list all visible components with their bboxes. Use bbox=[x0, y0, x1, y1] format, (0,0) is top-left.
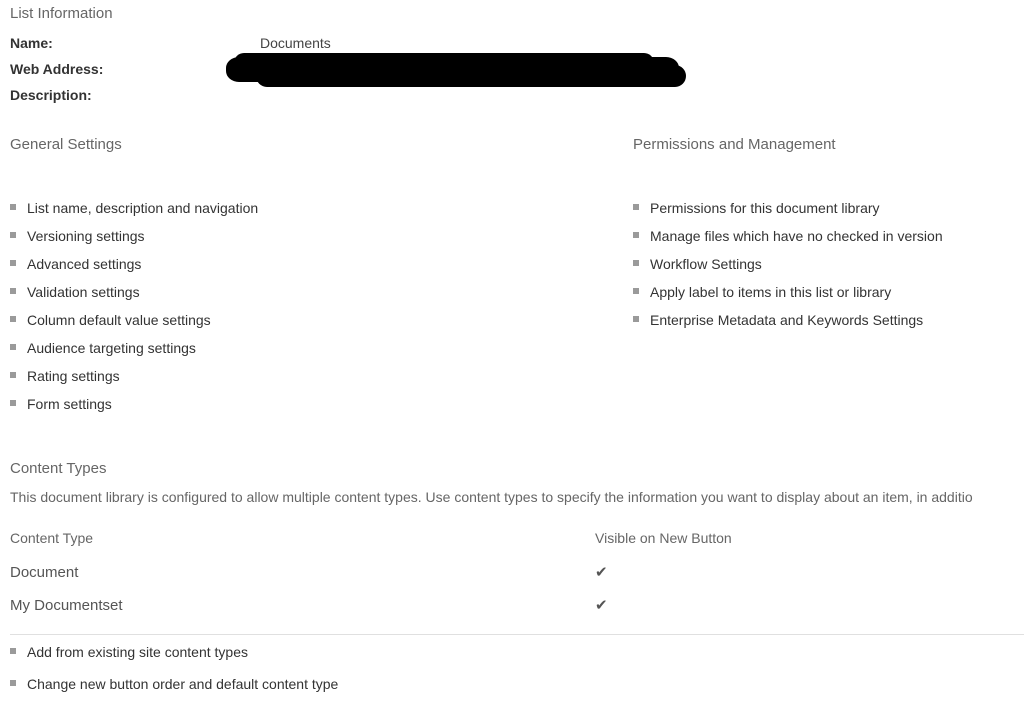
link-add-from-existing-site-content-types[interactable]: Add from existing site content types bbox=[27, 644, 248, 660]
link-versioning-settings[interactable]: Versioning settings bbox=[27, 228, 145, 244]
link-advanced-settings[interactable]: Advanced settings bbox=[27, 256, 142, 272]
content-types-description: This document library is configured to allow multiple content types. Use content types to specify the information you want to display about an item, in additio bbox=[10, 489, 973, 505]
square-bullet-icon bbox=[10, 344, 16, 350]
square-bullet-icon bbox=[10, 204, 16, 210]
info-label-name: Name: bbox=[10, 35, 53, 51]
link-workflow-settings[interactable]: Workflow Settings bbox=[650, 256, 762, 272]
redaction-mark bbox=[226, 57, 679, 82]
check-icon: ✔ bbox=[595, 564, 608, 581]
square-bullet-icon bbox=[10, 400, 16, 406]
square-bullet-icon bbox=[633, 232, 639, 238]
content-type-name-document[interactable]: Document bbox=[10, 564, 79, 581]
list-item bbox=[10, 281, 258, 309]
column-header-visible-on-new-button: Visible on New Button bbox=[595, 530, 732, 546]
list-item bbox=[10, 225, 258, 253]
list-information-heading: List Information bbox=[10, 5, 113, 22]
square-bullet-icon bbox=[10, 680, 16, 686]
list-item bbox=[633, 197, 943, 225]
square-bullet-icon bbox=[10, 648, 16, 654]
list-item bbox=[10, 337, 258, 365]
content-types-table bbox=[10, 530, 1024, 635]
general-settings-heading: General Settings bbox=[10, 136, 122, 153]
link-change-new-button-order[interactable]: Change new button order and default content type bbox=[27, 676, 339, 692]
list-item bbox=[10, 641, 338, 673]
list-item bbox=[633, 253, 943, 281]
link-form-settings[interactable]: Form settings bbox=[27, 396, 112, 412]
list-item bbox=[10, 197, 258, 225]
square-bullet-icon bbox=[10, 260, 16, 266]
table-row bbox=[10, 558, 1024, 591]
square-bullet-icon bbox=[633, 260, 639, 266]
square-bullet-icon bbox=[633, 288, 639, 294]
square-bullet-icon bbox=[633, 316, 639, 322]
link-manage-files-no-checked-in-version[interactable]: Manage files which have no checked in version bbox=[650, 228, 943, 244]
link-apply-label-to-items[interactable]: Apply label to items in this list or library bbox=[650, 284, 892, 300]
content-types-heading: Content Types bbox=[10, 460, 107, 477]
general-settings-list bbox=[10, 197, 258, 421]
list-item bbox=[633, 225, 943, 253]
link-column-default-value-settings[interactable]: Column default value settings bbox=[27, 312, 211, 328]
list-item bbox=[10, 365, 258, 393]
link-list-name-description-navigation[interactable]: List name, description and navigation bbox=[27, 200, 259, 216]
permissions-and-management-heading: Permissions and Management bbox=[633, 136, 836, 153]
table-row bbox=[10, 591, 1024, 635]
info-label-description: Description: bbox=[10, 87, 92, 103]
info-value-name: Documents bbox=[260, 35, 331, 51]
link-rating-settings[interactable]: Rating settings bbox=[27, 368, 120, 384]
list-item bbox=[10, 393, 258, 421]
table-header-row bbox=[10, 530, 1024, 558]
list-item bbox=[10, 253, 258, 281]
content-type-name-my-documentset[interactable]: My Documentset bbox=[10, 591, 595, 635]
square-bullet-icon bbox=[633, 204, 639, 210]
check-icon: ✔ bbox=[595, 591, 1024, 635]
info-label-web-address: Web Address: bbox=[10, 61, 104, 77]
link-audience-targeting-settings[interactable]: Audience targeting settings bbox=[27, 340, 196, 356]
square-bullet-icon bbox=[10, 288, 16, 294]
square-bullet-icon bbox=[10, 316, 16, 322]
list-item bbox=[633, 281, 943, 309]
link-validation-settings[interactable]: Validation settings bbox=[27, 284, 140, 300]
column-header-content-type: Content Type bbox=[10, 530, 94, 546]
content-types-actions-list bbox=[10, 641, 338, 705]
link-enterprise-metadata-and-keywords-settings[interactable]: Enterprise Metadata and Keywords Settings bbox=[650, 312, 924, 328]
permissions-and-management-list bbox=[633, 197, 943, 337]
link-permissions-for-this-document-library[interactable]: Permissions for this document library bbox=[650, 200, 880, 216]
list-item bbox=[633, 309, 943, 337]
list-item bbox=[10, 673, 338, 705]
square-bullet-icon bbox=[10, 372, 16, 378]
square-bullet-icon bbox=[10, 232, 16, 238]
list-item bbox=[10, 309, 258, 337]
